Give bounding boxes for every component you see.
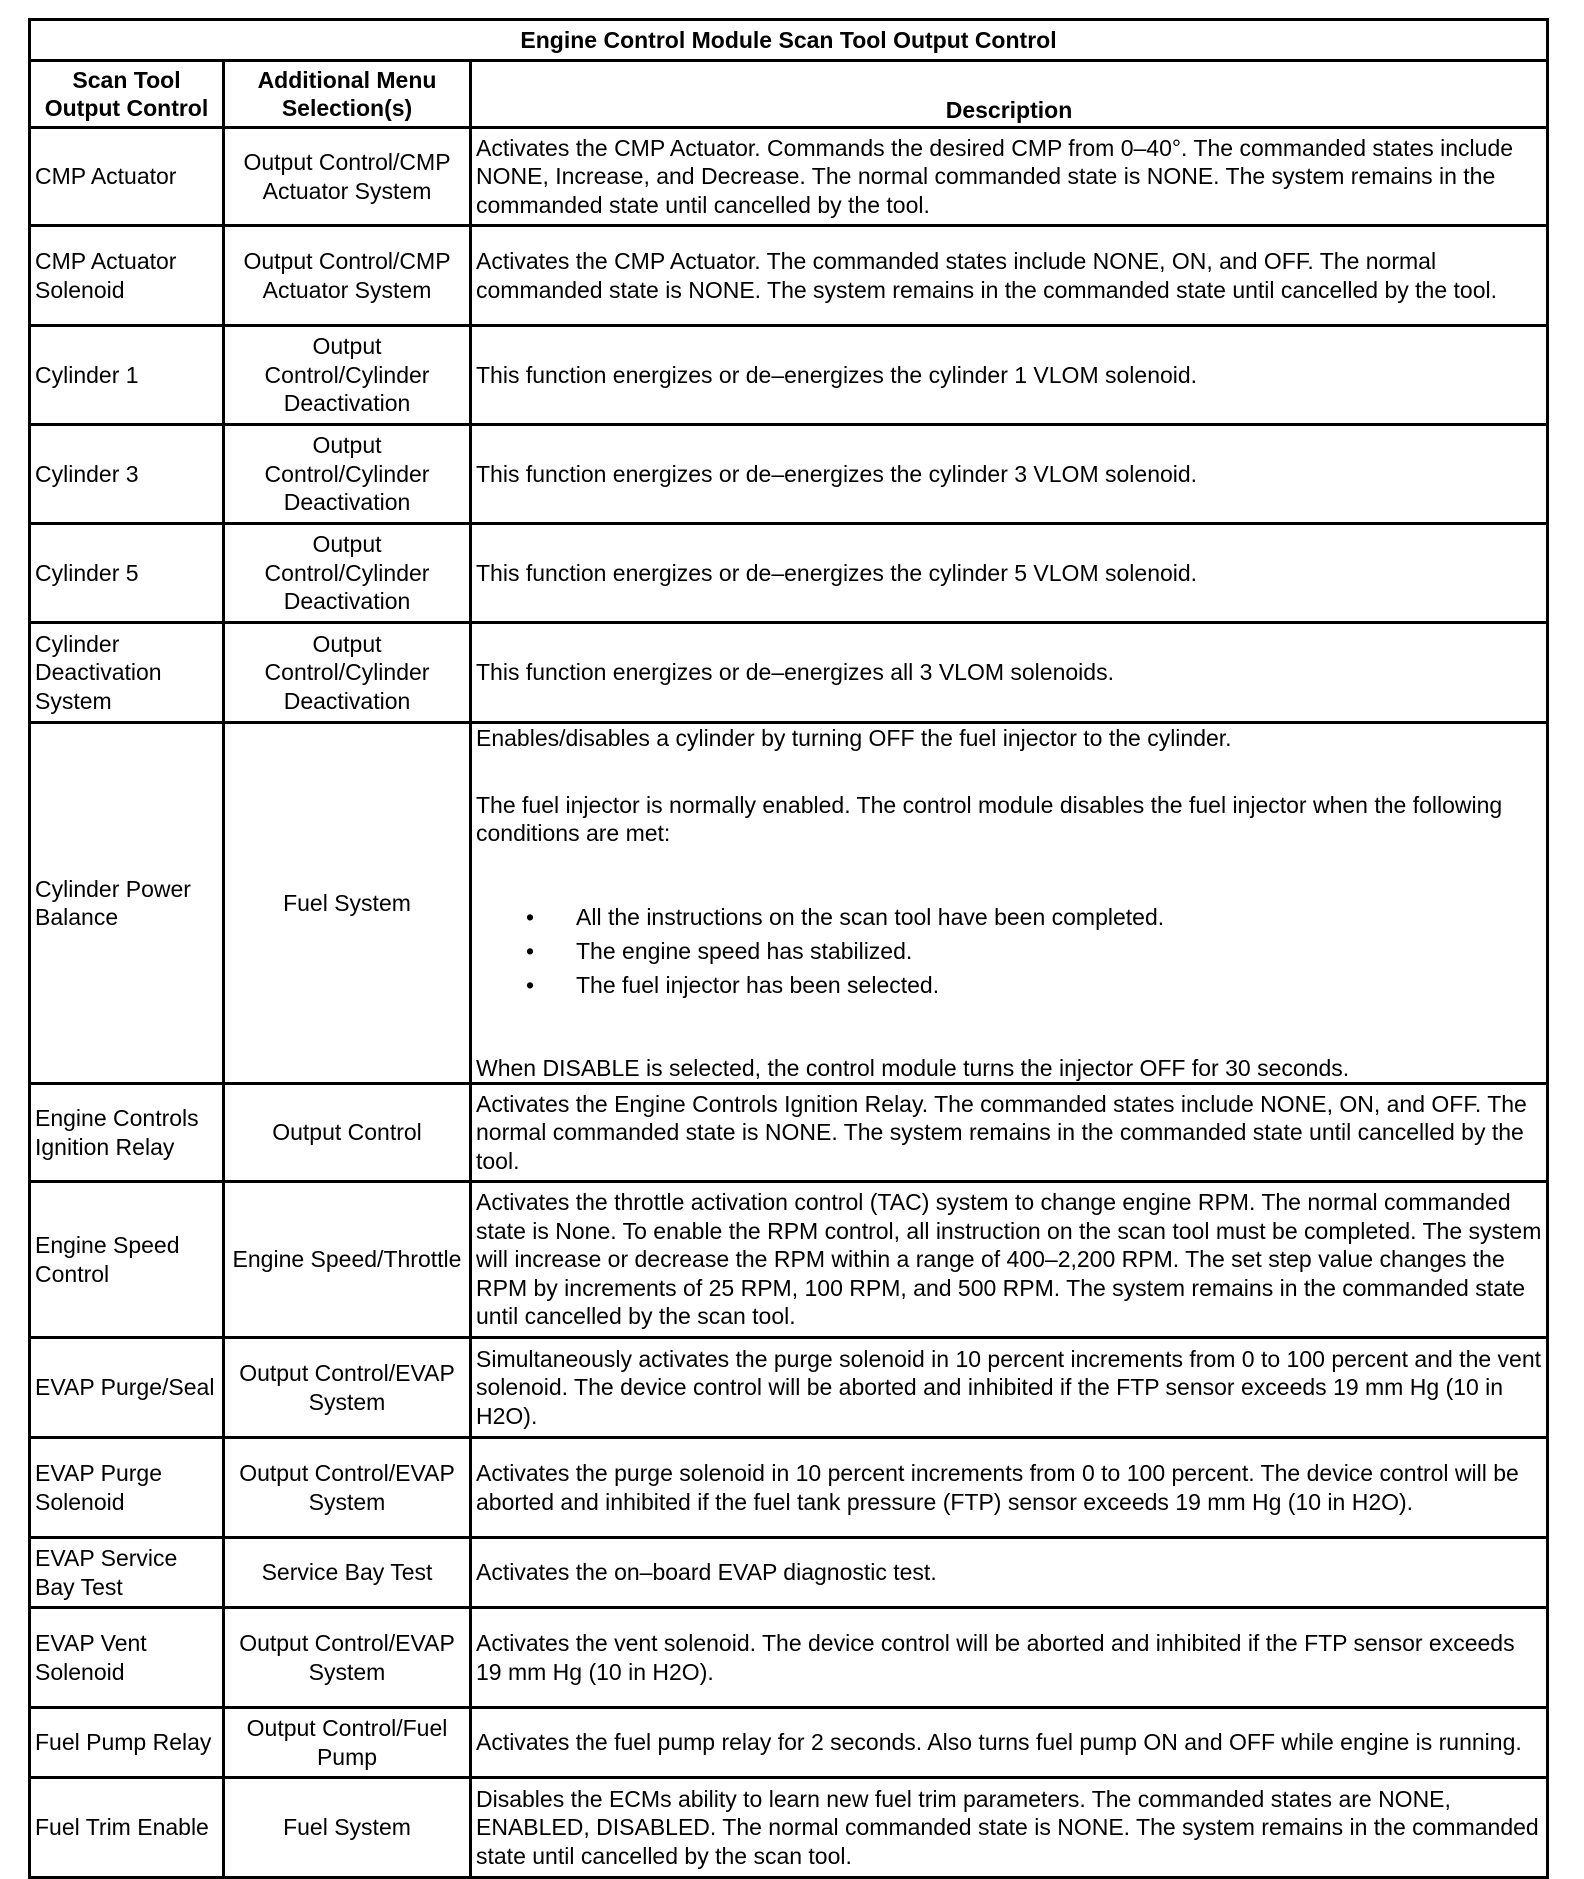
control-cell: Cylinder Deactivation System [30,623,224,723]
bullet-icon: • [526,937,535,964]
column-header-description: Description [471,61,1548,128]
table-row [30,1084,1548,1182]
description-cell: This function energizes or de–energizes the cylinder 5 VLOM solenoid. [471,524,1548,623]
menu-cell: Output Control/Cylinder Deactivation [224,623,471,723]
menu-cell: Output Control/EVAP System [224,1438,471,1538]
header-line: Additional Menu [257,67,437,93]
table-row [30,1538,1548,1608]
description-cell: This function energizes or de–energizes all 3 VLOM solenoids. [471,623,1548,723]
description-cell: Activates the fuel pump relay for 2 seconds. Also turns fuel pump ON and OFF while engine is running. [471,1708,1548,1778]
control-cell: Fuel Pump Relay [30,1708,224,1778]
table-row [30,1338,1548,1438]
table-title: Engine Control Module Scan Tool Output Control [30,20,1548,61]
description-cell: Activates the vent solenoid. The device control will be aborted and inhibited if the FTP sensor exceeds 19 mm Hg (10 in H2O). [471,1608,1548,1708]
column-header-row [30,61,1548,128]
table-row [30,1182,1548,1338]
output-control-table [28,18,1549,1879]
table-row [30,425,1548,524]
menu-cell: Output Control/Fuel Pump [224,1708,471,1778]
table-title-row [30,20,1548,61]
description-cell [471,723,1548,1084]
description-cell: Disables the ECMs ability to learn new fuel trim parameters. The commanded states are NONE, ENABLED, DISABLED. The normal commanded state is NONE. The system remains in the commanded state until cancelled by the scan tool. [471,1778,1548,1878]
menu-cell: Fuel System [224,1778,471,1878]
control-cell: Cylinder 3 [30,425,224,524]
menu-cell: Output Control/Cylinder Deactivation [224,524,471,623]
description-cell: This function energizes or de–energizes the cylinder 3 VLOM solenoid. [471,425,1548,524]
bullet-icon: • [526,971,535,998]
control-cell: Cylinder 1 [30,326,224,425]
spacer [476,848,1542,900]
list-item-text: All the instructions on the scan tool have been completed. [576,903,1165,930]
list-item [476,968,1542,1002]
description-cell: Activates the throttle activation control (TAC) system to change engine RPM. The normal commanded state is None. To enable the RPM control, all instruction on the scan tool must be completed. The system will increase or decrease the RPM within a range of 400–2,200 RPM. The set step value changes the RPM by increments of 25 RPM, 100 RPM, and 500 RPM. The system remains in the commanded state until cancelled by the scan tool. [471,1182,1548,1338]
menu-cell: Output Control [224,1084,471,1182]
table-row [30,1708,1548,1778]
control-cell: Cylinder Power Balance [30,723,224,1084]
list-item [476,934,1542,968]
control-cell: Cylinder 5 [30,524,224,623]
control-cell: CMP Actuator [30,128,224,226]
menu-cell: Output Control/Cylinder Deactivation [224,425,471,524]
control-cell: Engine Speed Control [30,1182,224,1338]
table-row [30,1438,1548,1538]
menu-cell: Fuel System [224,723,471,1084]
description-cell: Activates the CMP Actuator. Commands the desired CMP from 0–40°. The commanded states include NONE, Increase, and Decrease. The normal commanded state is NONE. The system remains in the commanded state until cancelled by the tool. [471,128,1548,226]
table-row [30,623,1548,723]
menu-cell: Engine Speed/Throttle [224,1182,471,1338]
conditions-list [476,900,1542,1002]
control-cell: EVAP Purge/Seal [30,1338,224,1438]
header-line: Output Control [44,95,209,121]
list-item-text: The engine speed has stabilized. [576,937,913,964]
bullet-icon: • [526,903,535,930]
table-row [30,226,1548,326]
column-header-additional-menu-selections [224,61,471,128]
table-row [30,723,1548,1084]
table-row [30,326,1548,425]
description-outro: When DISABLE is selected, the control module turns the injector OFF for 30 seconds. [476,1054,1350,1081]
list-item [476,900,1542,934]
spacer [476,1002,1542,1054]
description-conditions: The fuel injector is normally enabled. The control module disables the fuel injector when the following conditions are met: [476,791,1503,846]
menu-cell: Service Bay Test [224,1538,471,1608]
control-cell: Engine Controls Ignition Relay [30,1084,224,1182]
table-row [30,1778,1548,1878]
table-row [30,524,1548,623]
control-cell: EVAP Purge Solenoid [30,1438,224,1538]
table-row [30,128,1548,226]
control-cell: CMP Actuator Solenoid [30,226,224,326]
header-line: Scan Tool [72,67,181,93]
description-intro: Enables/disables a cylinder by turning OFF the fuel injector to the cylinder. [476,725,1232,751]
description-cell: Activates the on–board EVAP diagnostic test. [471,1538,1548,1608]
menu-cell: Output Control/EVAP System [224,1338,471,1438]
list-item-text: The fuel injector has been selected. [576,971,940,998]
menu-cell: Output Control/CMP Actuator System [224,128,471,226]
menu-cell: Output Control/CMP Actuator System [224,226,471,326]
description-cell: Simultaneously activates the purge solenoid in 10 percent increments from 0 to 100 percent and the vent solenoid. The device control will be aborted and inhibited if the FTP sensor exceeds 19 mm Hg (10 in H2O). [471,1338,1548,1438]
description-cell: Activates the purge solenoid in 10 percent increments from 0 to 100 percent. The device control will be aborted and inhibited if the fuel tank pressure (FTP) sensor exceeds 19 mm Hg (10 in H2O). [471,1438,1548,1538]
column-header-scan-tool-output-control [30,61,224,128]
header-line: Selection(s) [281,95,413,121]
description-cell: This function energizes or de–energizes the cylinder 1 VLOM solenoid. [471,326,1548,425]
menu-cell: Output Control/EVAP System [224,1608,471,1708]
description-cell: Activates the CMP Actuator. The commanded states include NONE, ON, and OFF. The normal commanded state is NONE. The system remains in the commanded state until cancelled by the tool. [471,226,1548,326]
table-row [30,1608,1548,1708]
control-cell: Fuel Trim Enable [30,1778,224,1878]
spacer [476,753,1542,791]
control-cell: EVAP Vent Solenoid [30,1608,224,1708]
description-cell: Activates the Engine Controls Ignition Relay. The commanded states include NONE, ON, and OFF. The normal commanded state is NONE. The system remains in the commanded state until cancelled by the tool. [471,1084,1548,1182]
control-cell: EVAP Service Bay Test [30,1538,224,1608]
menu-cell: Output Control/Cylinder Deactivation [224,326,471,425]
